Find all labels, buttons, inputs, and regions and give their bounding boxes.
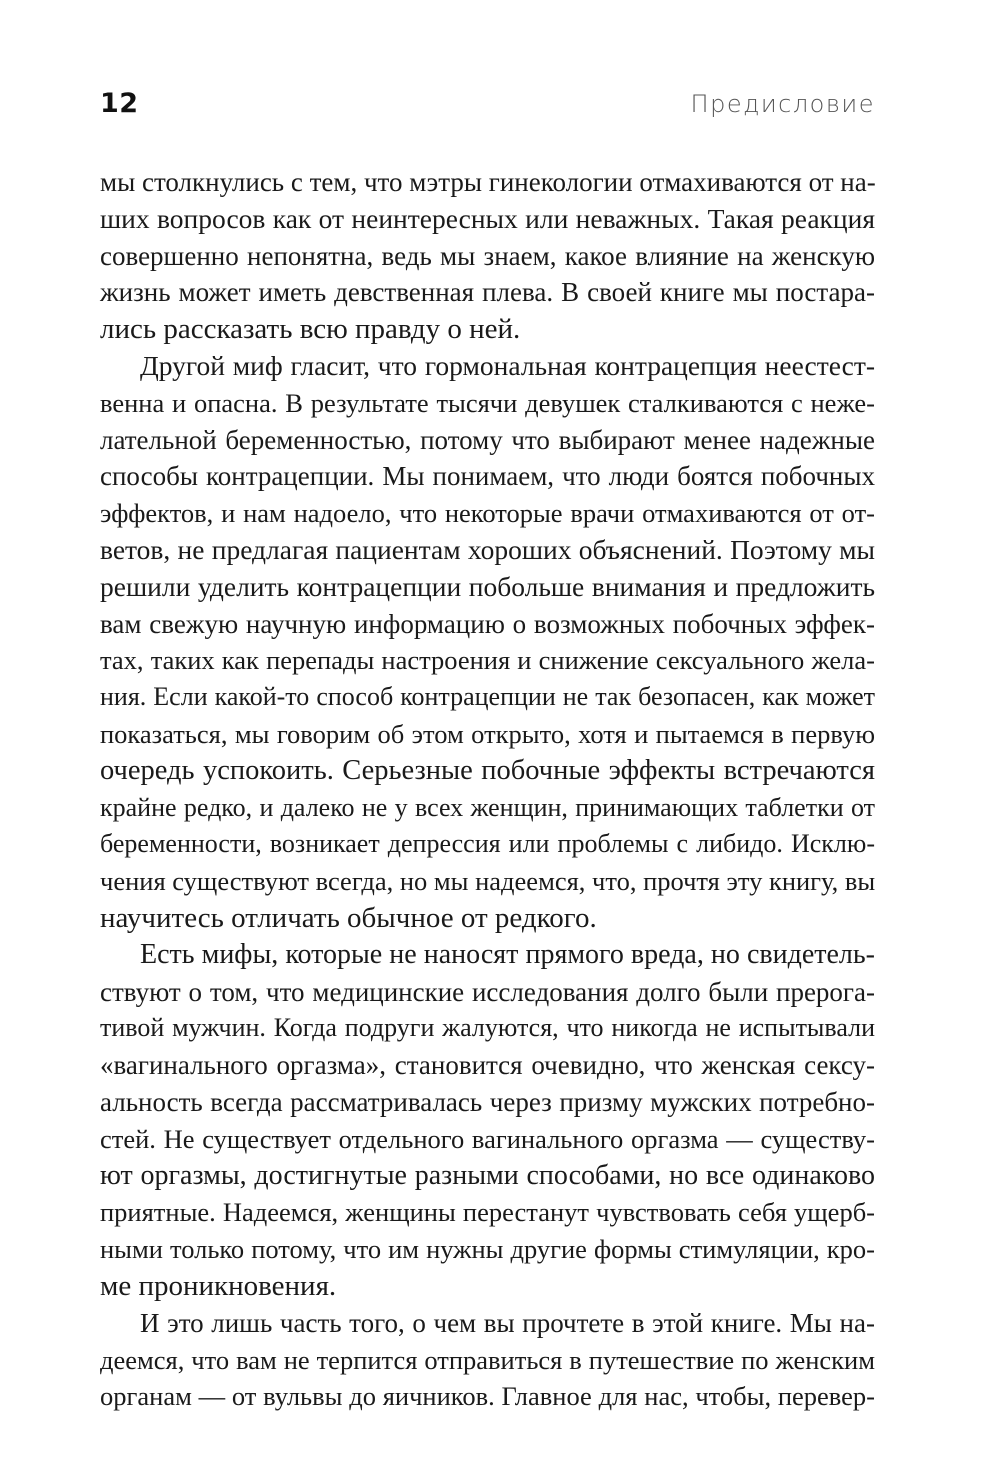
page-number: 12 <box>100 88 139 119</box>
text-line: ния. Если какой-то способ контрацепции не так безопасен, как может <box>100 682 875 712</box>
text-line: альность всегда рассматривалась через призму мужских потребно- <box>100 1086 875 1117</box>
text-line: деемся, что вам не терпится отправиться в путешествие по женским <box>100 1344 875 1375</box>
text-line: чения существуют всегда, но мы надеемся, что, прочтя эту книгу, вы <box>100 866 876 897</box>
text-line: эффектов, и нам надоело, что некоторые врачи отмахиваются от от- <box>100 498 875 529</box>
text-line: ветов, не предлагая пациентам хороших объяснений. Поэтому мы <box>100 533 875 565</box>
text-line: Есть мифы, которые не наносят прямого вреда, но свидетель- <box>140 938 875 970</box>
paragraph <box>100 348 875 937</box>
text-line: органам — от вульвы до яичников. Главное для нас, чтобы, перевер- <box>100 1381 875 1412</box>
text-line: тах, таких как перепады настроения и снижение сексуального жела- <box>100 645 875 676</box>
text-line: ют оргазмы, достигнутые разными способами, но все одинаково <box>100 1159 875 1191</box>
text-line: научитесь отличать обычное от редкого. <box>100 901 597 934</box>
text-line: стей. Не существует отдельного вагинального оргазма — существу- <box>100 1123 875 1154</box>
text-line: мы столкнулись с тем, что мэтры гинекологии отмахиваются от на- <box>100 167 876 197</box>
text-line: лательной беременностью, потому что выбирают менее надежные <box>100 424 875 455</box>
text-line: решили уделить контрацепции побольше внимания и предложить <box>100 570 875 602</box>
text-line: беременности, возникает депрессия или проблемы с либидо. Исклю- <box>100 829 875 859</box>
text-line: тивой мужчин. Когда подруги жалуются, что никогда не испытывали <box>100 1013 875 1043</box>
text-line: Другой миф гласит, что гормональная контрацепция неестест- <box>140 349 875 381</box>
text-line: «вагинального оргазма», становится очевидно, что женская сексу- <box>100 1050 875 1081</box>
text-line: показаться, мы говорим об этом открыто, хотя и пытаемся в первую <box>100 718 875 749</box>
text-line: вам свежую научную информацию о возможных побочных эффек- <box>100 608 875 639</box>
section-title: Предисловие <box>690 90 875 118</box>
text-line: очередь успокоить. Серьезные побочные эффекты встречаются <box>100 754 875 786</box>
text-line: ствуют о том, что медицинские исследования долго были прерога- <box>100 976 875 1007</box>
text-line: жизнь может иметь девственная плева. В своей книге мы постара- <box>100 277 875 308</box>
body-text <box>100 164 875 1415</box>
paragraph <box>100 937 875 1305</box>
text-line: ме проникновения. <box>100 1269 337 1302</box>
text-line: ших вопросов как от неинтересных или неважных. Такая реакция <box>100 202 875 234</box>
paragraph <box>100 1305 875 1415</box>
text-line: приятные. Надеемся, женщины перестанут чувствовать себя ущерб- <box>100 1197 875 1228</box>
text-line: крайне редко, и далеко не у всех женщин, принимающих таблетки от <box>100 792 875 822</box>
text-line: И это лишь часть того, о чем вы прочтете в этой книге. Мы на- <box>140 1307 875 1338</box>
text-line: совершенно непонятна, ведь мы знаем, какое влияние на женскую <box>100 240 875 271</box>
text-line: ными только потому, что им нужны другие формы стимуляции, кро- <box>100 1234 875 1265</box>
text-line: лись рассказать всю правду о ней. <box>100 313 521 346</box>
text-line: венна и опасна. В результате тысячи девушек сталкиваются с неже- <box>100 387 875 418</box>
paragraph <box>100 164 875 348</box>
running-head <box>100 88 875 128</box>
text-line: способы контрацепции. Мы понимаем, что люди боятся побочных <box>100 461 875 492</box>
